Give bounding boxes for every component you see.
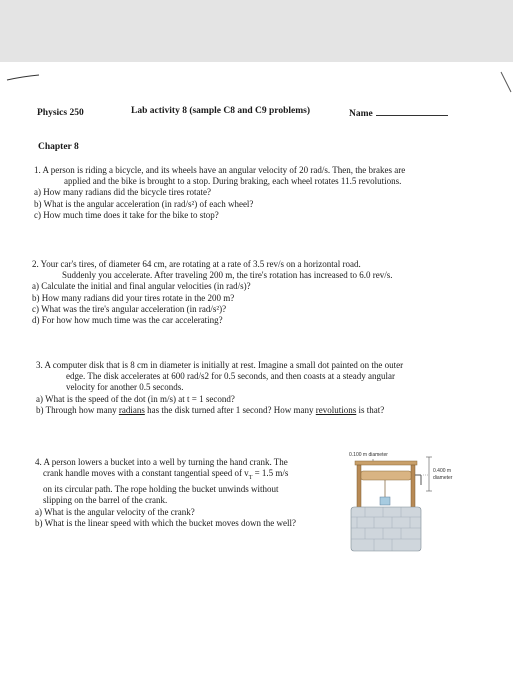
- q3-b-text-2: has the disk turned after 1 second? How many: [144, 404, 316, 415]
- name-field: [349, 106, 448, 119]
- q4-line-2-end: = 1.5 m/s: [252, 468, 289, 479]
- name-blank-line: [376, 106, 448, 116]
- q3-part-b: [36, 405, 403, 416]
- course-title: Physics 250: [37, 108, 84, 118]
- question-1: [34, 165, 405, 221]
- q4-line-3: on its circular path. The rope holding the bucket unwinds without: [43, 484, 279, 495]
- q3-line-1: 3. A computer disk that is 8 cm in diameter is initially at rest. Imagine a small dot painted on the outer: [36, 360, 404, 370]
- q3-line-2: edge. The disk accelerates at 600 rad/s2 for 0.5 seconds, and then coasts at a steady angular: [66, 371, 395, 382]
- question-2: [32, 259, 393, 326]
- q2-part-a: a) Calculate the initial and final angular velocities (in rad/s)?: [32, 281, 251, 292]
- q2-part-b: b) How many radians did your tires rotate in the 200 m?: [32, 292, 235, 303]
- q4-part-b: b) What is the linear speed with which the bucket moves down the well?: [35, 517, 297, 528]
- figure-label-crank-diameter: 0.100 m diameter: [349, 452, 388, 458]
- crank-barrel: [361, 471, 411, 480]
- name-label: Name: [349, 109, 373, 119]
- q4-line-2: [35, 468, 296, 484]
- q1-part-a: a) How many radians did the bicycle tires rotate?: [34, 187, 211, 198]
- q3-b-text-1: b) Through how many: [36, 404, 119, 415]
- q3-b-revolutions: revolutions: [315, 404, 357, 415]
- q2-line-1: 2. Your car's tires, of diameter 64 cm, are rotating at a rate of 3.5 rev/s on a horizontal road.: [32, 259, 361, 269]
- chapter-heading: Chapter 8: [38, 142, 79, 152]
- q2-part-c: c) What was the tire's angular acceleration (in rad/s²)?: [32, 303, 227, 314]
- figure-label-handle-unit: diameter: [433, 475, 453, 481]
- q1-part-c: c) How much time does it take for the bike to stop?: [34, 209, 219, 220]
- well-crank-figure: [343, 449, 461, 553]
- well-post-left: [357, 465, 361, 511]
- q1-line-2: applied and the bike is brought to a stop. During braking, each wheel rotates 11.5 revolutions.: [64, 176, 402, 187]
- q3-b-radians: radians: [118, 404, 145, 415]
- q3-line-3: velocity for another 0.5 seconds.: [66, 382, 184, 393]
- q4-part-a: a) What is the angular velocity of the crank?: [35, 506, 195, 517]
- question-3: [36, 360, 403, 416]
- q3-part-a: a) What is the speed of the dot (in m/s) at t = 1 second?: [36, 393, 235, 404]
- well-roof-beam: [355, 461, 417, 465]
- q3-b-text-3: is that?: [356, 404, 385, 415]
- q1-part-b: b) What is the angular acceleration (in rad/s²) of each wheel?: [34, 198, 254, 209]
- figure-label-handle-value: 0.400 m: [433, 468, 452, 474]
- q4-line-4: slipping on the barrel of the crank.: [43, 495, 168, 506]
- q4-line-2-subscript: T: [248, 475, 253, 481]
- q1-line-1: 1. A person is riding a bicycle, and its wheels have an angular velocity of 20 rad/s. Then, the brakes are: [34, 165, 406, 175]
- bucket-icon: [380, 497, 390, 505]
- q2-line-2: Suddenly you accelerate. After traveling 200 m, the tire's rotation has increased to 6.0 rev/s.: [62, 270, 393, 281]
- well-post-right: [411, 465, 415, 511]
- q4-line-2-text: crank handle moves with a constant tangential speed of v: [43, 468, 249, 479]
- activity-title: Lab activity 8 (sample C8 and C9 problems): [131, 106, 311, 116]
- stone-well-wall: [351, 507, 421, 551]
- q4-line-1: 4. A person lowers a bucket into a well by turning the hand crank. The: [35, 457, 288, 467]
- q2-part-d: d) For how how much time was the car accelerating?: [32, 315, 223, 326]
- question-4: [35, 457, 296, 529]
